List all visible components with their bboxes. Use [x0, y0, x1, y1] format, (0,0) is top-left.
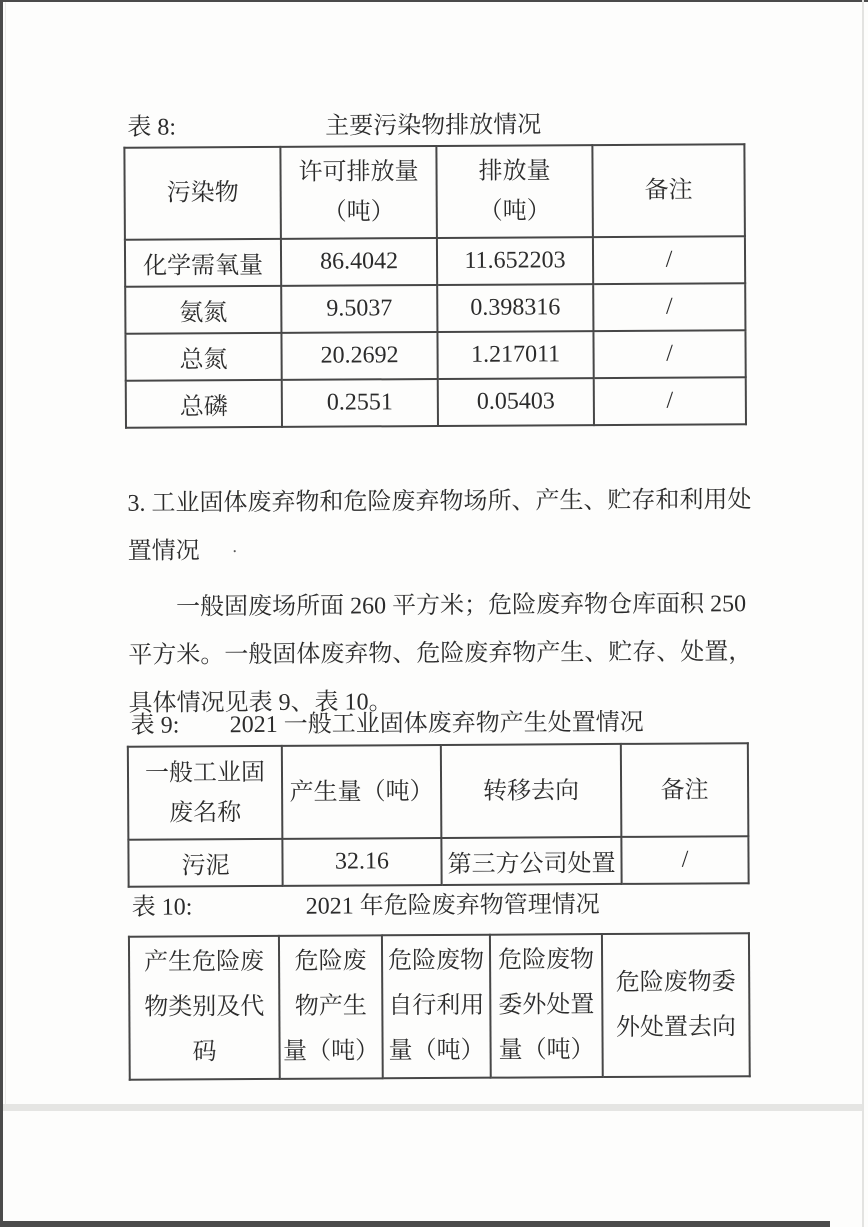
section3-heading-line1: 3. 工业固体废弃物和危险废弃物场所、产生、贮存和利用处: [127, 487, 752, 517]
paragraph-line3: 具体情况见表 9、表 10。: [128, 689, 393, 717]
table9-header-amount: 产生量（吨）: [282, 745, 442, 839]
table9-row-sludge: [128, 836, 748, 887]
destination-cell: 第三方公司处置: [441, 837, 621, 885]
permitted-value-cell: 86.4042: [281, 238, 437, 286]
page-separator-line: [0, 1104, 862, 1111]
table10-hazardous-waste: [128, 932, 751, 1081]
table9-header-waste-name: 一般工业固 废名称: [128, 746, 283, 840]
table9-general-solid-waste: [127, 742, 750, 888]
table8-header-remark: 备注: [592, 144, 745, 237]
table9-title: 2021 一般工业固体废弃物产生处置情况: [229, 709, 644, 739]
emission-value-cell: 0.398316: [437, 284, 593, 332]
table8-row-total-phosphorus: [126, 377, 746, 428]
permitted-value-cell: 0.2551: [282, 379, 438, 427]
table8-row-total-nitrogen: [125, 330, 745, 381]
table10-header-outsourced: 危险废物 委外处置 量（吨）: [490, 934, 603, 1078]
paragraph-line2: 平方米。一般固体废弃物、危险废弃物产生、贮存、处置，: [128, 639, 753, 669]
table10-header-category-code: 产生危险废 物类别及代 码: [129, 936, 280, 1080]
section3-heading-line2: 置情况: [127, 538, 200, 565]
table9-header-row: [128, 743, 749, 840]
table8-pollutant-emissions: [123, 143, 747, 429]
section3-heading-line2-wrap: [128, 524, 758, 576]
table8-header-pollutant: 污染物: [124, 147, 281, 240]
table10-header-row: [129, 933, 750, 1080]
table10-header-destination: 危险废物委 外处置去向: [602, 933, 750, 1077]
section3-heading: [127, 476, 758, 576]
table10-header-produced: 危险废 物产生 量（吨）: [279, 935, 383, 1079]
remark-cell: /: [621, 836, 748, 884]
page-edge-right: [862, 0, 864, 1227]
table9-header-destination: 转移去向: [441, 744, 622, 838]
table9-caption-label: 表 9:: [130, 712, 180, 739]
table8-row-cod: [125, 236, 745, 287]
emission-value-cell: 1.217011: [437, 331, 593, 379]
table10-title: 2021 年危险废弃物管理情况: [305, 892, 600, 920]
table8-caption-label: 表 8:: [127, 114, 177, 141]
emission-value-cell: 11.652203: [437, 237, 593, 285]
scan-frame-top: [0, 0, 868, 2]
table10-caption: [128, 880, 748, 932]
pollutant-name-cell: 总磷: [126, 380, 282, 428]
scan-frame-bottom: [0, 1221, 830, 1227]
table8-title: 主要污染物排放情况: [325, 112, 542, 140]
table10-caption-label: 表 10:: [131, 894, 193, 921]
table8-header-emission: 排放量 （吨）: [436, 145, 593, 238]
paragraph-line1: 一般固废场所面 260 平方米；危险废弃物仓库面积 250: [175, 591, 747, 621]
permitted-value-cell: 9.5037: [281, 285, 437, 333]
scan-frame-left: [0, 0, 3, 1227]
permitted-value-cell: 20.2692: [281, 332, 437, 380]
remark-cell: /: [594, 377, 746, 425]
amount-cell: 32.16: [282, 838, 441, 886]
emission-value-cell: 0.05403: [438, 378, 594, 426]
pollutant-name-cell: 总氮: [125, 333, 281, 381]
waste-name-cell: 污泥: [128, 839, 282, 887]
scan-dot-artifact: ·: [231, 541, 238, 562]
table8-header-permitted: 许可排放量 （吨）: [280, 146, 437, 239]
pollutant-name-cell: 化学需氧量: [125, 239, 281, 287]
table8-row-ammonia: [125, 283, 745, 334]
table10-header-self-used: 危险废物 自行利用 量（吨）: [382, 935, 491, 1079]
table8-header-row: [124, 144, 745, 240]
remark-cell: /: [593, 330, 745, 378]
pollutant-name-cell: 氨氮: [125, 286, 281, 334]
remark-cell: /: [593, 236, 745, 284]
scan-crease-line: [5, 2, 6, 1104]
remark-cell: /: [593, 283, 745, 331]
table9-header-remark: 备注: [621, 743, 749, 837]
